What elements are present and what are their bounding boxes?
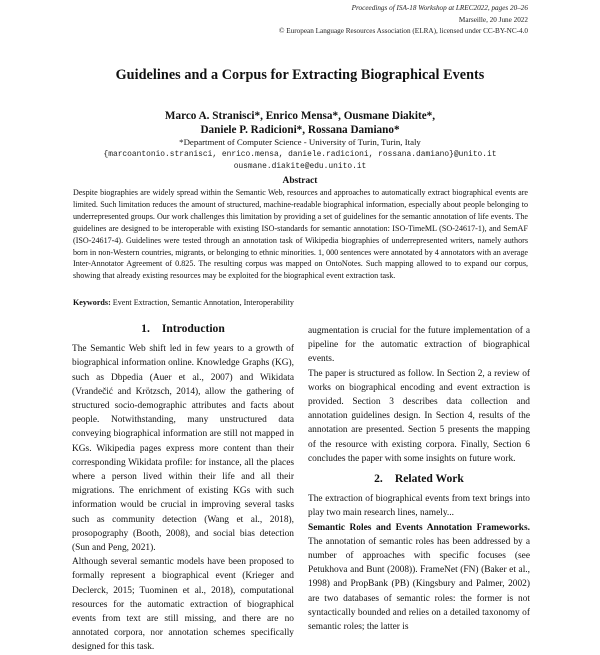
author-list [0,109,600,137]
venue-proceedings: Proceedings of ISA-18 Workshop at LREC2022, pages 20–26 [351,4,528,12]
intro-paragraph-4: The paper is structured as follow. In Section 2, a review of works on biographical encoding and event extraction is provided. Section 3 describes data collection and annotation guidelines design. In Section 4, results of the annotation are presented. Section 5 presents the mapping of the resource with existing corpora. Finally, Section 6 concludes the paper with some insights on future work. [308,368,530,464]
section-heading-related-work [308,472,530,486]
email-line-1: {marcoantonio.stranisci, enrico.mensa, daniele.radicioni, rossana.damiano}@unito.it [103,150,497,159]
intro-paragraph-1: The Semantic Web shift led in few years to a growth of biographical information online. Knowledge Graphs (KG), such as Dbpedia (Auer et al., 2007) and Wikidata (Vrandečić and Krötzsch, 2014), allow the gathering of structured socio-demographic attributes and facts about people. Notwithstanding, many unstructured data conveying biographical information are still not mapped in KGs. Wikipedia pages express more content than their corresponding Wikidata profile: for instance, all the places where a person lived within their life and all their migrations. The enrichment of existing KGs with such information would be crucial in improving several tasks such as community detection (Wang et al., 2018), prosopography (Booth, 2008), and social bias detection (Sun and Peng, 2021). [72,344,294,554]
related-paragraph-2 [308,521,530,635]
section-title: Introduction [161,322,225,335]
paper-title: Guidelines and a Corpus for Extracting Biographical Events [115,67,485,83]
intro-paragraph-2: Although several semantic models have been proposed to formally represent a biographical event (Krieger and Declerck, 2015; Tuominen et al., 2018), computational resources for the automatic extraction of biographical events from text are still missing, and there are no annotated corpora, nor annotation schemes specifically designed for this task. [72,557,294,653]
section-number: 2. [374,472,383,486]
author-emails [0,149,600,173]
left-column [72,322,294,655]
venue-location-date: Marseille, 20 June 2022 [458,15,528,24]
email-line-2: ousmane.diakite@edu.unito.it [233,162,367,171]
right-column [308,324,530,634]
section-title: Related Work [394,472,464,486]
author-line-1: Marco A. Stranisci*, Enrico Mensa*, Ousmane Diakite*, [164,110,436,122]
related-paragraph-2-text: The annotation of semantic roles has been addressed by a number of approaches with specific focuses (see Petukhova and Bunt (2008)). FrameNet (FN) (Baker et al., 1998) and PropBank (PB) (Kingsbury and Palmer, 2002) are two databases of semantic roles: the former is not syntactically bounded and relies on a detailed taxonomy of semantic roles; the latter is [308,536,530,633]
keywords-label: Keywords: [73,298,111,307]
affiliation: *Department of Computer Science - University of Turin, Turin, Italy [179,137,421,147]
keywords-text: Event Extraction, Semantic Annotation, Interoperability [112,298,294,307]
related-paragraph-1: The extraction of biographical events from text brings into play two main research lines, namely... [308,494,530,519]
keywords [73,297,528,308]
section-heading-introduction [72,322,294,336]
section-number: 1. [141,322,150,335]
venue-license: © European Language Resources Association (ELRA), licensed under CC-BY-NC-4.0 [279,27,528,36]
abstract-text: Despite biographies are widely spread within the Semantic Web, resources and approaches to automatically extract biographical events are limited. Such limitation reduces the amount of structured, machine-readable biographical information, especially about people belonging to underrepresented groups. Our work challenges this limitation by providing a set of guidelines for the semantic annotation of life events. The guidelines are designed to be interoperable with existing ISO-standards for semantic annotation: ISO-TimeML (SO-24617-1), and SemAF (ISO-24617-4). Guidelines were tested through an annotation task of Wikipedia biographies of underrepresented writers, namely authors born in non-Western countries, migrants, or belonging to ethnic minorities. 1, 000 sentences were annotated by 4 annotators with an average Inter-Annotator Agreement of 0.825. The resulting corpus was mapped on OntoNotes. Such mapping allowed to to expand our corpus, showing that already existing resources may be exploited for the biographical event extraction task. [73,188,528,281]
author-line-2: Daniele P. Radicioni*, Rossana Damiano* [200,124,400,136]
intro-paragraph-3: augmentation is crucial for the future implementation of a pipeline for the automatic extraction of biographical events. [308,326,530,365]
abstract-heading: Abstract [282,176,318,186]
venue-header [228,3,528,38]
subsection-heading: Semantic Roles and Events Annotation Frameworks. [308,522,530,533]
